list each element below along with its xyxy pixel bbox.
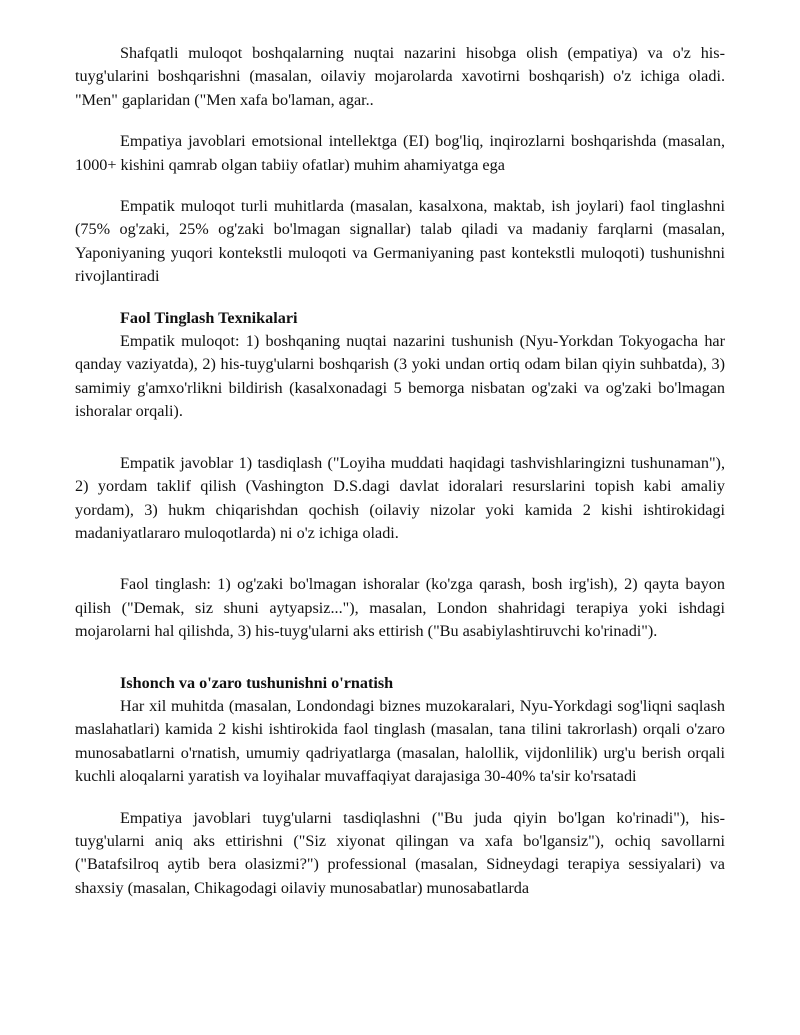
spacer: [75, 289, 725, 307]
spacer: [75, 545, 725, 573]
spacer: [75, 644, 725, 672]
spacer: [75, 424, 725, 452]
paragraph-empathy-responses-validation: Empatiya javoblari tuyg'ularni tasdiqlashni ("Bu juda qiyin bo'lgan ko'rinadi"), his-tuyg'ularni aniq aks ettirishni ("Siz xiyonat qilingan va xafa bo'lgansiz"), ochiq savollarni ("Batafsilroq aytib bera olasizmi?") professional (masalan, Sidneydagi terapiya sessiyalari) va shaxsiy (masalan, Chikagodagi oilaviy munosabatlar) munosabatlarda: [75, 808, 725, 897]
spacer: [75, 112, 725, 130]
spacer: [75, 789, 725, 807]
paragraph-active-listening-list: Faol tinglash: 1) og'zaki bo'lmagan ishoralar (ko'zga qarash, bosh irg'ish), 2) qayta bayon qilish ("Demak, siz shuni aytyapsiz..."), masalan, London shahridagi terapiya yoki ishdagi mojarolarni hal qilishda, 3) his-tuyg'ularni aks ettirish ("Bu asabiylashtiruvchi ko'rinadi").: [75, 575, 725, 641]
paragraph-empathic-responses-list: Empatik javoblar 1) tasdiqlash ("Loyiha muddati haqidagi tashvishlaringizni tushunaman"), 2) yordam taklif qilish (Vashington D.S.dagi davlat idoralari resurslarini topish kabi amaliy yordam), 3) hukm chiqarishdan qochish (oilaviy nizolar yoki kamida 2 kishi ishtirokidagi madaniyatlararo muloqotlarda) ni o'z ichiga oladi.: [75, 453, 725, 542]
section-heading-trust-understanding: Ishonch va o'zaro tushunishni o'rnatish: [120, 673, 394, 692]
section-heading-active-listening: Faol Tinglash Texnikalari: [120, 308, 298, 327]
paragraph-compassionate-communication: Shafqatli muloqot boshqalarning nuqtai nazarini hisobga olish (empatiya) va o'z his-tuyg'ularini boshqarishni (masalan, oilaviy mojarolarda xavotirni boshqarish) o'z ichiga oladi. "Men" gaplaridan ("Men xafa bo'laman, agar..: [75, 44, 725, 109]
paragraph-building-relationships: Har xil muhitda (masalan, Londondagi biznes muzokaralari, Nyu-Yorkdagi sog'liqni saqlash maslahatlari) kamida 2 kishi ishtirokida faol tinglash (masalan, tana tilini takrorlash) orqali o'zaro munosabatlarni o'rnatish, umumiy qadriyatlarga (masalan, halollik, vijdonlilik) urg'u berish orqali kuchli aloqalarni yaratish va loyihalar muvaffaqiyat darajasiga 30-40% ta'sir ko'rsatadi: [75, 696, 725, 786]
paragraph-empathic-communication-settings: Empatik muloqot turli muhitlarda (masalan, kasalxona, maktab, ish joylari) faol tinglashni (75% og'zaki, 25% og'zaki bo'lmagan signallar) talab qiladi va madaniy farqlarni (masalan, Yaponiyaning yuqori kontekstli muloqoti va Germaniyaning past kontekstli muloqoti) tushunishni rivojlantiradi: [75, 197, 725, 286]
paragraph-empathic-communication-list: Empatik muloqot: 1) boshqaning nuqtai nazarini tushunish (Nyu-Yorkdan Tokyogacha har qanday vaziyatda), 2) his-tuyg'ularni boshqarish (3 yoki undan ortiq odam bilan qiyin suhbatda), 3) samimiy g'amxo'rlikni bildirish (kasalxonadagi 5 bemorga nisbatan og'zaki va og'zaki bo'lmagan ishoralar orqali).: [75, 332, 725, 421]
paragraph-empathy-responses-ei: Empatiya javoblari emotsional intellektga (EI) bog'liq, inqirozlarni boshqarishda (masalan, 1000+ kishini qamrab olgan tabiiy ofatlar) muhim ahamiyatga ega: [75, 132, 725, 174]
document-page: [75, 42, 725, 900]
spacer: [75, 177, 725, 195]
